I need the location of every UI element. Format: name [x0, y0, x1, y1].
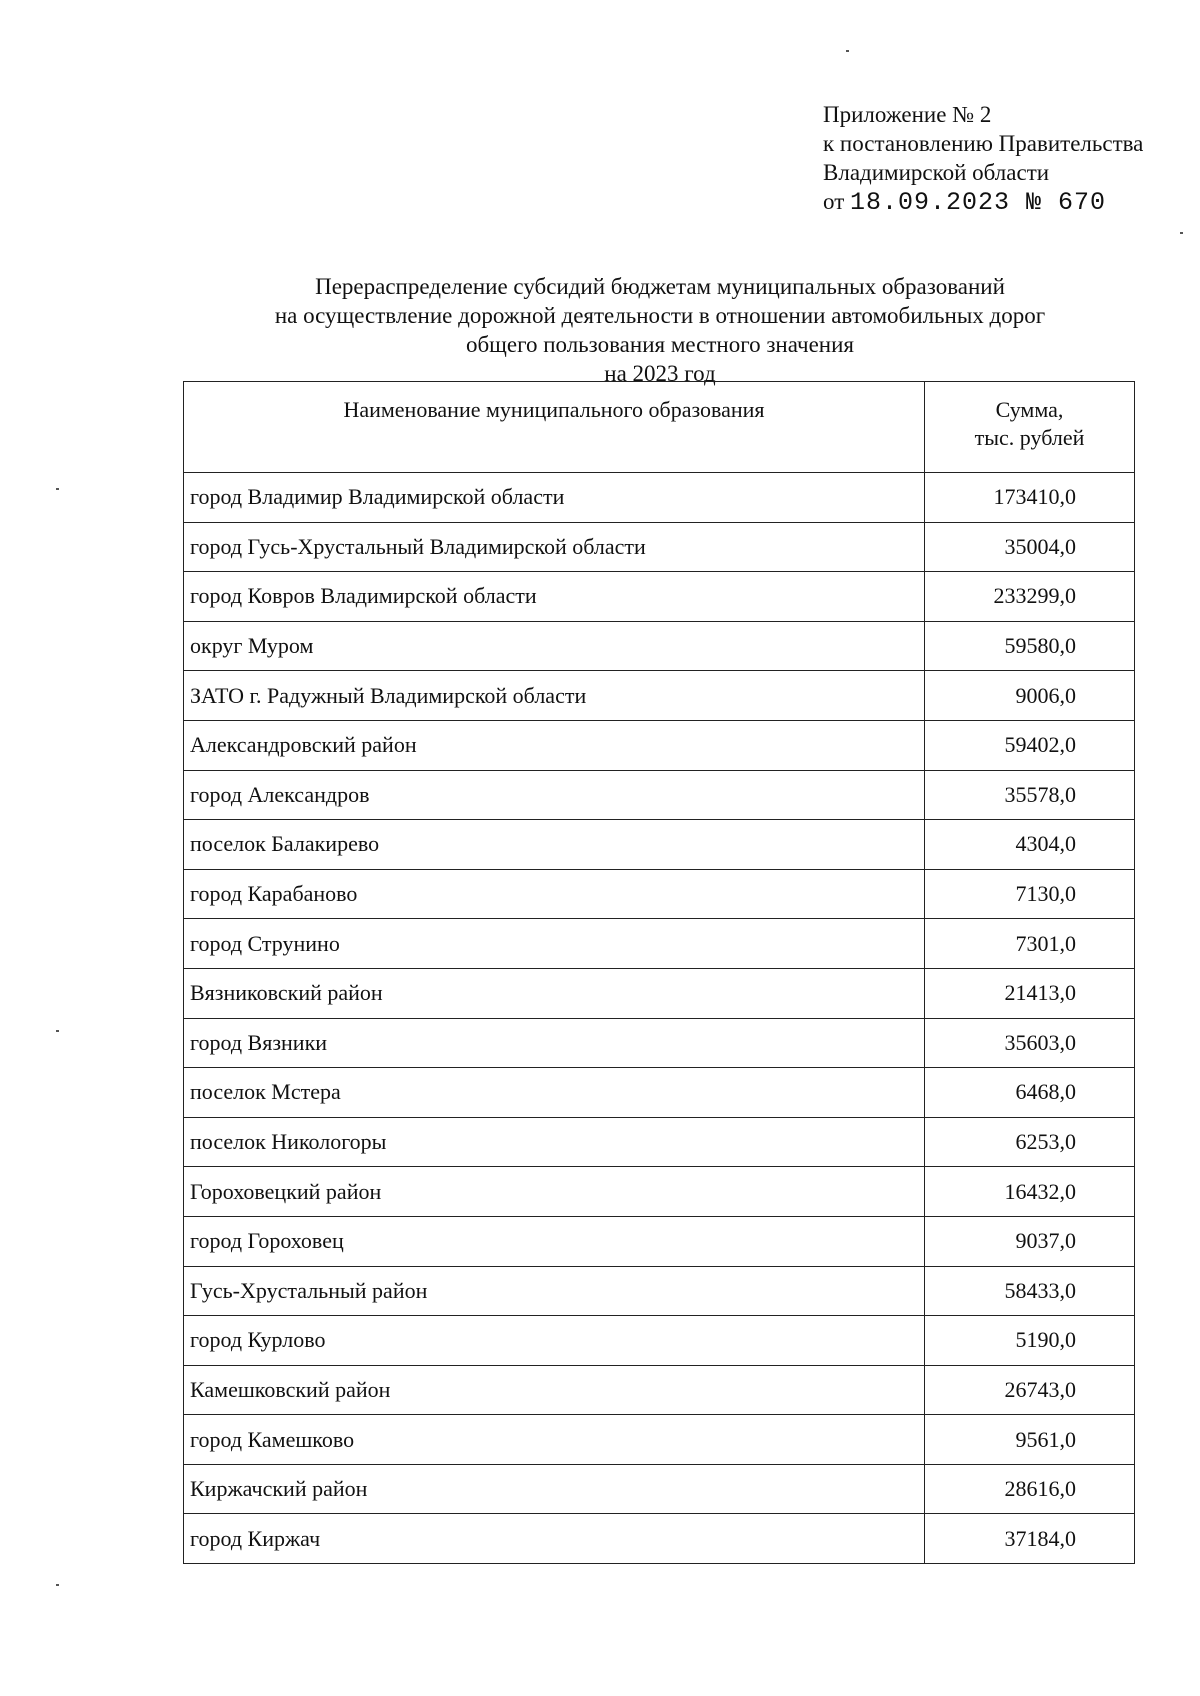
table-row [184, 968, 1135, 1018]
table-row [184, 869, 1135, 919]
subsidy-amount: 4304,0 [925, 820, 1135, 870]
table-row [184, 720, 1135, 770]
scan-speck [56, 1584, 59, 1586]
scan-speck [56, 488, 59, 490]
date-stamp: 18.09.2023 № 670 [850, 188, 1107, 217]
subsidy-table [183, 381, 1135, 1564]
column-header-sum [925, 382, 1135, 473]
municipality-name: Гусь-Хрустальный район [184, 1266, 925, 1316]
municipality-name: Гороховецкий район [184, 1167, 925, 1217]
title-line-1: Перераспределение субсидий бюджетам муниципальных образований [315, 274, 1005, 299]
column-header-sum-line1: Сумма, [995, 397, 1064, 422]
appendix-date-line [823, 187, 1143, 217]
scan-speck [1180, 232, 1183, 234]
column-header-name: Наименование муниципального образования [184, 382, 925, 473]
appendix-number: Приложение № 2 [823, 102, 992, 127]
subsidy-amount: 7130,0 [925, 869, 1135, 919]
subsidy-amount: 7301,0 [925, 919, 1135, 969]
municipality-name: Вязниковский район [184, 968, 925, 1018]
subsidy-amount: 9006,0 [925, 671, 1135, 721]
municipality-name: Киржачский район [184, 1464, 925, 1514]
title-line-4: на 2023 год [604, 361, 716, 386]
municipality-name: город Ковров Владимирской области [184, 572, 925, 622]
table-row [184, 1365, 1135, 1415]
municipality-name: поселок Мстера [184, 1068, 925, 1118]
table-row [184, 1514, 1135, 1564]
subsidy-amount: 35004,0 [925, 522, 1135, 572]
title-line-2: на осуществление дорожной деятельности в отношении автомобильных дорог [274, 303, 1046, 328]
municipality-name: Камешковский район [184, 1365, 925, 1415]
subsidy-amount: 6468,0 [925, 1068, 1135, 1118]
table-row [184, 1266, 1135, 1316]
title-line-3: общего пользования местного значения [465, 332, 855, 357]
subsidy-amount: 21413,0 [925, 968, 1135, 1018]
appendix-resolution-ref: к постановлению Правительства [823, 131, 1144, 156]
subsidy-amount: 26743,0 [925, 1365, 1135, 1415]
municipality-name: округ Муром [184, 621, 925, 671]
table-row [184, 820, 1135, 870]
table-row [184, 1018, 1135, 1068]
table-row [184, 1464, 1135, 1514]
municipality-name: город Киржач [184, 1514, 925, 1564]
subsidy-amount: 9561,0 [925, 1415, 1135, 1465]
subsidy-amount: 59402,0 [925, 720, 1135, 770]
municipality-name: город Карабаново [184, 869, 925, 919]
table-row [184, 770, 1135, 820]
subsidy-amount: 59580,0 [925, 621, 1135, 671]
municipality-name: город Струнино [184, 919, 925, 969]
subsidy-amount: 9037,0 [925, 1216, 1135, 1266]
municipality-name: поселок Балакирево [184, 820, 925, 870]
table-row [184, 1216, 1135, 1266]
municipality-name: город Курлово [184, 1316, 925, 1366]
table-row [184, 1316, 1135, 1366]
subsidy-amount: 35578,0 [925, 770, 1135, 820]
subsidy-amount: 28616,0 [925, 1464, 1135, 1514]
table-header-row [184, 382, 1135, 473]
municipality-name: город Камешково [184, 1415, 925, 1465]
table-row [184, 572, 1135, 622]
column-header-sum-line2: тыс. рублей [974, 425, 1085, 450]
table-row [184, 1117, 1135, 1167]
appendix-header [823, 100, 1143, 217]
subsidy-amount: 5190,0 [925, 1316, 1135, 1366]
table-row [184, 919, 1135, 969]
table-row [184, 522, 1135, 572]
subsidy-amount: 35603,0 [925, 1018, 1135, 1068]
municipality-name: поселок Никологоры [184, 1117, 925, 1167]
municipality-name: город Владимир Владимирской области [184, 473, 925, 523]
appendix-region: Владимирской области [823, 160, 1050, 185]
subsidy-amount: 58433,0 [925, 1266, 1135, 1316]
municipality-name: ЗАТО г. Радужный Владимирской области [184, 671, 925, 721]
table-row [184, 1415, 1135, 1465]
table-body [184, 473, 1135, 1564]
subsidy-amount: 233299,0 [925, 572, 1135, 622]
municipality-name: город Александров [184, 770, 925, 820]
subsidy-amount: 6253,0 [925, 1117, 1135, 1167]
municipality-name: город Гороховец [184, 1216, 925, 1266]
table-row [184, 1167, 1135, 1217]
document-title [180, 272, 1140, 388]
scan-speck [846, 50, 849, 52]
scan-speck [56, 1030, 59, 1032]
municipality-name: Александровский район [184, 720, 925, 770]
subsidy-amount: 16432,0 [925, 1167, 1135, 1217]
table-row [184, 621, 1135, 671]
municipality-name: город Гусь-Хрустальный Владимирской области [184, 522, 925, 572]
table-row [184, 473, 1135, 523]
table-row [184, 671, 1135, 721]
municipality-name: город Вязники [184, 1018, 925, 1068]
table-row [184, 1068, 1135, 1118]
date-prefix: от [823, 189, 845, 214]
subsidy-amount: 173410,0 [925, 473, 1135, 523]
subsidy-amount: 37184,0 [925, 1514, 1135, 1564]
